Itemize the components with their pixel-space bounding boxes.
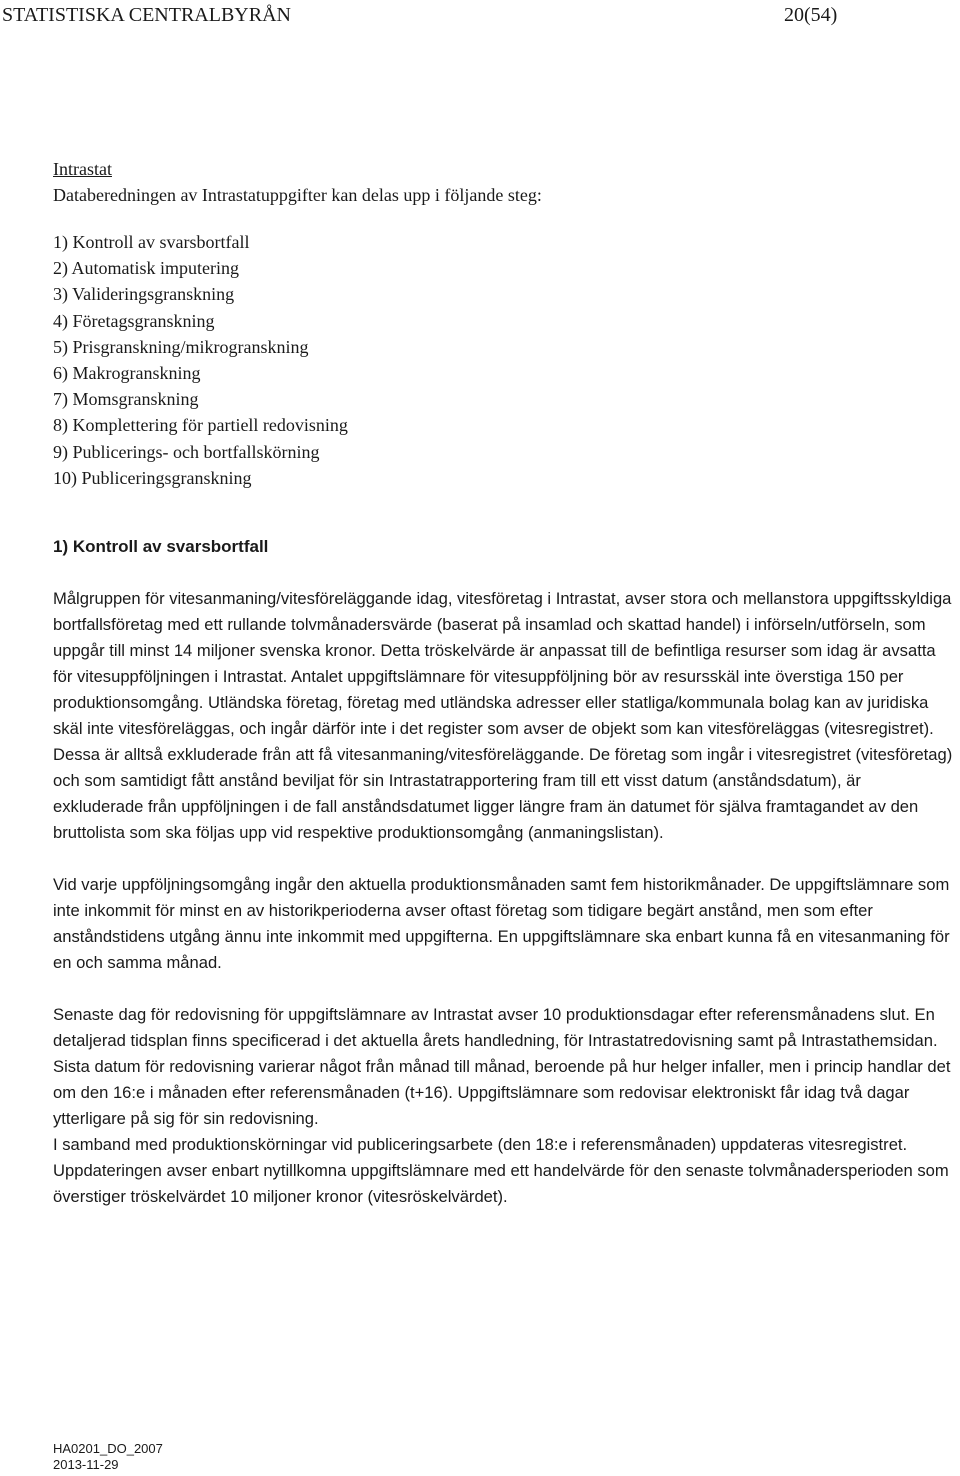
footer bbox=[53, 1441, 163, 1473]
paragraph-deadline: Senaste dag för redovisning för uppgiftslämnare av Intrastat avser 10 produktionsdagar efter referensmånadens slut. En detaljerad tidsplan finns specificerad i det aktuella årets handledning, för Intrastatredovisning samt på Intrastathemsidan. Sista datum för redovisning varierar något från månad till månad, beroende på hur helger infaller, men i princip handlar det om den 16:e i månaden efter referensmånaden (t+16). Uppgiftslämnare som redovisar elektroniskt får idag två dagar ytterligare på sig för sin redovisning. bbox=[53, 1005, 951, 1129]
step-item: 6) Makrogranskning bbox=[53, 363, 201, 384]
step-item: 10) Publiceringsgranskning bbox=[53, 467, 252, 488]
footer-date: 2013-11-29 bbox=[53, 1457, 119, 1472]
intro-text: Databeredningen av Intrastatuppgifter kan delas upp i följande steg: bbox=[53, 185, 542, 205]
footer-doc-id: HA0201_DO_2007 bbox=[53, 1441, 163, 1456]
step-item: 2) Automatisk imputering bbox=[53, 258, 239, 279]
section-heading: 1) Kontroll av svarsbortfall bbox=[53, 537, 269, 557]
step-item: 1) Kontroll av svarsbortfall bbox=[53, 232, 250, 252]
document-body bbox=[53, 156, 953, 1210]
step-item: 3) Valideringsgranskning bbox=[53, 284, 235, 305]
step-item: 8) Komplettering för partiell redovisning bbox=[53, 415, 348, 436]
step-item: 9) Publicerings- och bortfallskörning bbox=[53, 441, 320, 462]
step-item: 7) Momsgranskning bbox=[53, 389, 199, 410]
steps-list bbox=[53, 229, 953, 491]
paragraph-register-update: I samband med produktionskörningar vid publiceringsarbete (den 18:e i referensmånaden) uppdateras vitesregistret. Uppdateringen avser enbart nytillkomna uppgiftslämnare med ett handelvärde för den senaste tolvmånadersperioden som överstiger tröskelvärdet 10 miljoner kronor (vitesröskelvärdet). bbox=[53, 1135, 949, 1207]
paragraph-follow-up-round: Vid varje uppföljningsomgång ingår den aktuella produktionsmånaden samt fem historikmånader. De uppgiftslämnare som inte inkommit för minst en av historikperioderna avser oftast företag som tidigare begärt anstånd, men som efter anståndstidens utgång ännu inte inkommit med uppgifterna. En uppgiftslämnare ska enbart kunna få en vitesanmaning för en och samma månad. bbox=[53, 875, 950, 973]
step-item: 4) Företagsgranskning bbox=[53, 310, 215, 331]
step-item: 5) Prisgranskning/mikrogranskning bbox=[53, 336, 309, 357]
header-page-number: 20(54) bbox=[784, 4, 838, 26]
header-organization: STATISTISKA CENTRALBYRÅN bbox=[2, 4, 291, 26]
section-title-intrastat: Intrastat bbox=[53, 159, 112, 179]
paragraph-target-group: Målgruppen för vitesanmaning/vitesföreläggande idag, vitesföretag i Intrastat, avser stora och mellanstora uppgiftsskyldiga bortfallsföretag med ett rullande tolvmånadersvärde (baserat på insamlad och skattad handel) i införseln/utförseln, som uppgår till minst 14 miljoner svenska kronor. Detta tröskelvärde är anpassat till de befintliga resurser som idag är avsatta för vitesuppföljningen i Intrastat. Antalet uppgiftslämnare för vitesuppföljning bör av resursskäl inte överstiga 150 per produktionsomgång. Utländska företag, företag med utländska adresser eller statliga/kommunala bolag kan av juridiska skäl inte vitesföreläggas, och ingår därför inte i det register som avser de objekt som kan vitesföreläggas (vitesregistret). Dessa är alltså exkluderade från att få vitesanmaning/vitesföreläggande. De företag som ingår i vitesregistret (vitesföretag) och som samtidigt fått anstånd beviljat för sin Intrastatrapportering fram till ett visst datum (anståndsdatum), är exkluderade från uppföljningen i de fall anståndsdatumet ligger längre fram än datumet för själva framtagandet av den bruttolista som ska följas upp vid respektive produktionsomgång (anmaningslistan). bbox=[53, 589, 953, 843]
